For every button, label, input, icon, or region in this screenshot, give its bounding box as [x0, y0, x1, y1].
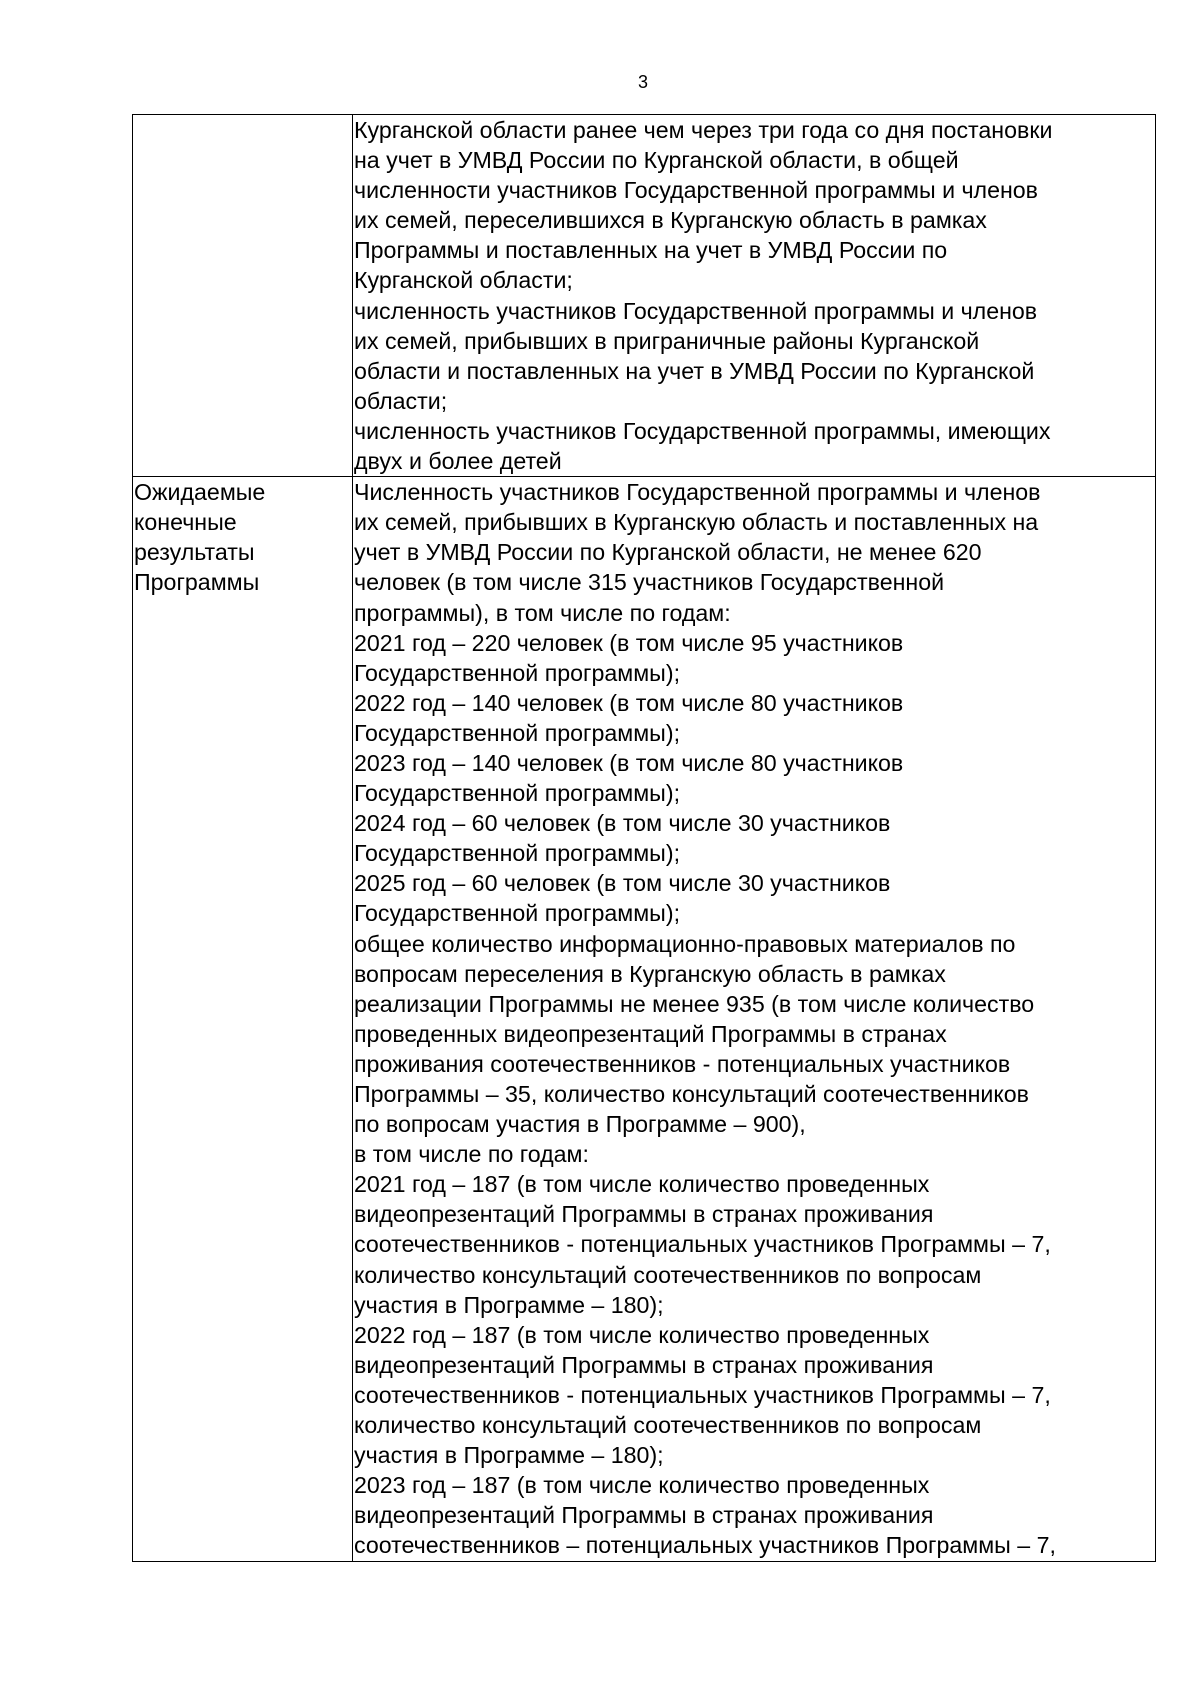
text-line: их семей, переселившихся в Курганскую область в рамках [354, 207, 987, 234]
text-line: 2024 год – 60 человек (в том числе 30 участников [354, 810, 891, 837]
text-line: области; [354, 387, 448, 414]
text-line: участия в Программе – 180); [354, 1291, 664, 1318]
text-line: 2022 год – 187 (в том числе количество проведенных [354, 1321, 930, 1348]
row-value-text [354, 477, 1155, 1560]
text-line: Программы и поставленных на учет в УМВД России по [354, 237, 948, 264]
text-line: проживания соотечественников - потенциальных участников [354, 1050, 1011, 1077]
text-line: Государственной программы); [354, 659, 681, 686]
text-line: реализации Программы не менее 935 (в том числе количество [354, 990, 1035, 1017]
text-line: 2025 год – 60 человек (в том числе 30 участников [354, 870, 891, 897]
label-line: конечные [134, 509, 237, 536]
row-value-cell [353, 115, 1156, 477]
text-line: области и поставленных на учет в УМВД России по Курганской [354, 357, 1035, 384]
text-line: Курганской области; [354, 267, 573, 294]
text-line: соотечественников - потенциальных участников Программы – 7, [354, 1231, 1051, 1258]
text-line: по вопросам участия в Программе – 900), [354, 1111, 806, 1138]
text-line: численность участников Государственной программы и членов [354, 297, 1038, 324]
row-value-cell [353, 477, 1156, 1561]
text-line: Государственной программы); [354, 900, 681, 927]
text-line: количество консультаций соотечественников по вопросам [354, 1261, 982, 1288]
text-line: их семей, прибывших в приграничные районы Курганской [354, 327, 980, 354]
text-line: видеопрезентаций Программы в странах проживания [354, 1502, 934, 1529]
text-line: 2021 год – 187 (в том числе количество проведенных [354, 1171, 930, 1198]
row-label [134, 477, 352, 597]
text-line: вопросам переселения в Курганскую область в рамках [354, 960, 946, 987]
row-value-text [354, 115, 1155, 476]
text-line: в том числе по годам: [354, 1141, 589, 1168]
text-line: Численность участников Государственной программы и членов [354, 479, 1041, 506]
label-line: Ожидаемые [134, 479, 266, 506]
table-row [133, 115, 1156, 477]
row-label-cell [133, 115, 353, 477]
text-line: общее количество информационно-правовых материалов по [354, 930, 1016, 957]
text-line: численность участников Государственной программы, имеющих [354, 417, 1051, 444]
text-line: количество консультаций соотечественников по вопросам [354, 1412, 982, 1439]
text-line: Государственной программы); [354, 780, 681, 807]
text-line: Программы – 35, количество консультаций соотечественников [354, 1081, 1029, 1107]
text-line: их семей, прибывших в Курганскую область и поставленных на [354, 509, 1039, 536]
text-line: двух и более детей [354, 448, 562, 475]
text-line: проведенных видеопрезентаций Программы в странах [354, 1020, 947, 1047]
text-line: 2023 год – 140 человек (в том числе 80 участников [354, 749, 904, 776]
text-line: 2022 год – 140 человек (в том числе 80 участников [354, 689, 904, 716]
text-line: человек (в том числе 315 участников Государственной [354, 569, 945, 596]
text-line: учет в УМВД России по Курганской области, не менее 620 [354, 539, 982, 566]
page-number: 3 [637, 72, 648, 92]
table-row [133, 477, 1156, 1561]
text-line: видеопрезентаций Программы в странах проживания [354, 1351, 934, 1378]
text-line: соотечественников - потенциальных участников Программы – 7, [354, 1381, 1051, 1408]
text-line: программы), в том числе по годам: [354, 599, 731, 626]
text-line: 2021 год – 220 человек (в том числе 95 участников [354, 629, 904, 656]
label-line: Программы [134, 569, 260, 596]
text-line: численности участников Государственной программы и членов [354, 177, 1038, 204]
text-line: Государственной программы); [354, 840, 681, 867]
text-line: Курганской области ранее чем через три года со дня постановки [354, 117, 1053, 143]
label-line: результаты [134, 539, 255, 566]
row-label-cell [133, 477, 353, 1561]
program-passport-table [132, 114, 1156, 1562]
text-line: 2023 год – 187 (в том числе количество проведенных [354, 1472, 930, 1499]
text-line: Государственной программы); [354, 719, 681, 746]
text-line: участия в Программе – 180); [354, 1442, 664, 1469]
text-line: видеопрезентаций Программы в странах проживания [354, 1201, 934, 1228]
text-line: соотечественников – потенциальных участников Программы – 7, [354, 1532, 1056, 1559]
text-line: на учет в УМВД России по Курганской области, в общей [354, 147, 959, 174]
